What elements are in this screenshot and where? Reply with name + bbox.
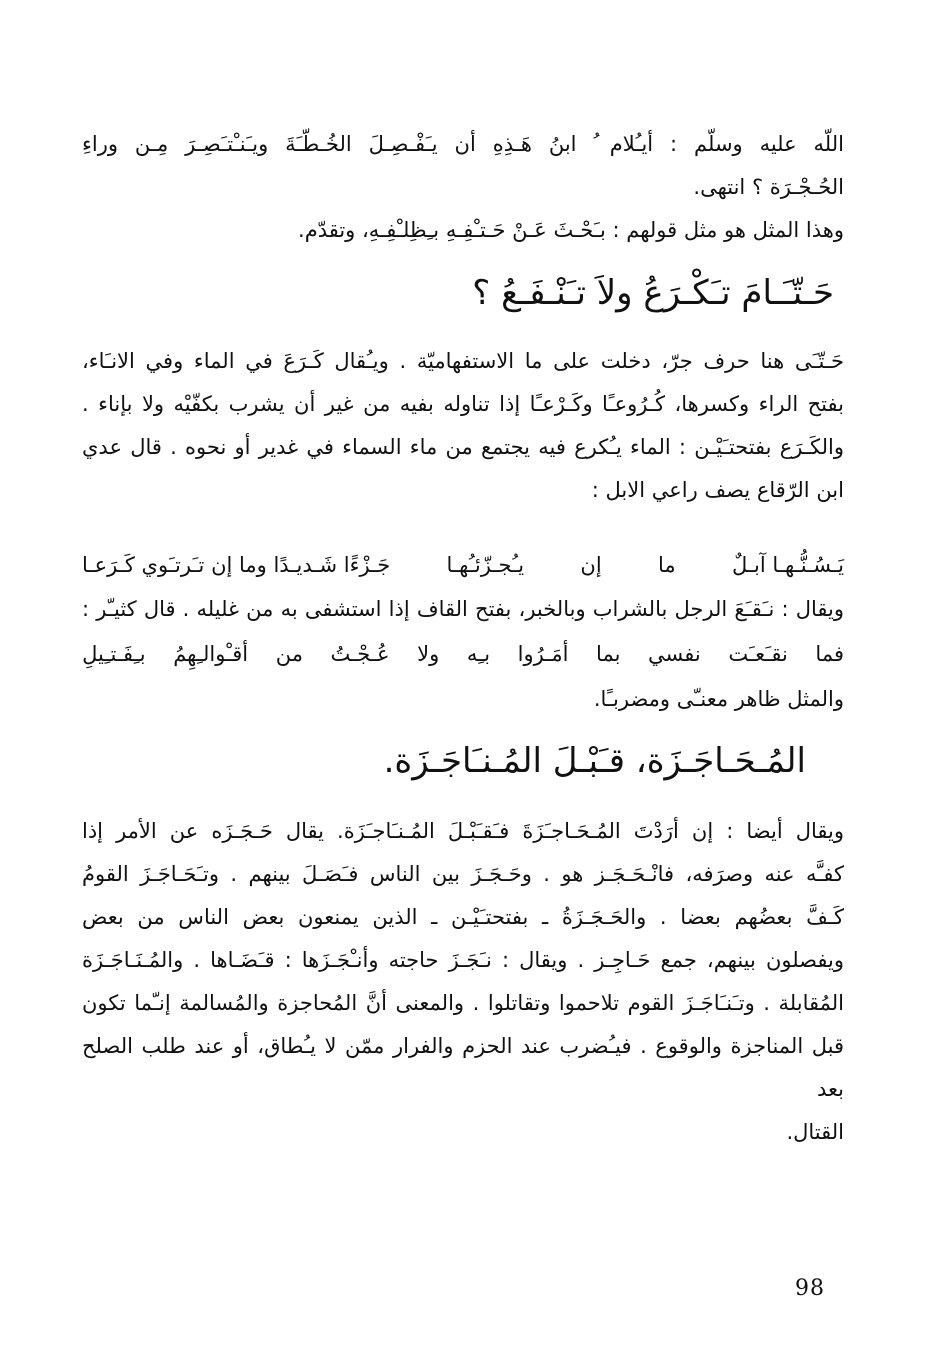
poetry-verse-2 [82, 633, 844, 676]
text-line: بفتح الراء وكسرها، كُـرُوعـًا وكَـرْعـًا إذا تناوله بفيه من غير أن يشرب بكفّيْه ولا بإناء . [82, 392, 844, 416]
text-line: وهذا المثل هو مثل قولهم : بـَحْـثَ عَـنْ حَـتـْفِـهِ بـِظِلـْفِـهِ، وتقدّم. [298, 218, 844, 242]
verse-word: جَـزْءًا شَـديـدًا وما إن تـَرتـَوي كَـرَعـا [82, 553, 391, 577]
verse-word: يـُجـزّئـُهـا [446, 553, 525, 577]
paragraph-muhajaza [82, 810, 844, 1154]
text-line: كَـفَّ بعضُهم بعضا . والحَـجَـزَةُ ـ بفتحتـَيْـن ـ الذين يمنعون بعض الناس من بعض [82, 905, 844, 929]
proverb-heading-2: المُـحَـاجَـزَة، قـَبْـلَ المُـنـَاجَـزَة. [383, 741, 806, 781]
text-line: اللّه عليه وسلّم : أيـُلام ُ ابنُ هَـذِهِ أن يـَفْـصِـلَ الخُـطّـَةَ ويـَنـْتـَصِـرَ مِـن وراءِ [82, 132, 844, 156]
verse-word: إن [580, 553, 602, 577]
page-number: 98 [795, 1276, 825, 1301]
paragraph-explanation [82, 340, 844, 512]
verse-word: فما [815, 642, 844, 666]
verse-word: عُـجْـتُ [330, 642, 390, 666]
text-line: قبل المناجزة والوقوع . فيـُضرب عند الحزم والفرار ممّن لا يـُطاق، أو عند طلب الصلح بعد [82, 1034, 844, 1101]
verse-word: ولا [417, 642, 440, 666]
verse-word: أمَـرُوا [517, 642, 569, 666]
verse-word: نقـَعـَت [728, 642, 788, 666]
verse-word: يَـسُـنُّـهـا آبـلٌ [731, 553, 844, 577]
text-line: المُقابلة . وتـَنـَاجَـزَ القوم تلاحموا وتقاتلوا . والمعنى أنَّ المُحاجزة والمُسالمة إنـّما تكون [82, 991, 844, 1015]
verse-word: من [275, 642, 303, 666]
paragraph-naqa [82, 588, 844, 631]
verse-word: ما [658, 553, 676, 577]
text-line: كفـَّه عنه وصرَفه، فانْـحَـجَـز هو . وحَـجَـزَ بين الناس فـَصَـلَ بينهم . وتـَحَـاجَـزَ القومُ [82, 862, 844, 886]
text-line: الحُـجْـرَة ؟ انتهى. [693, 175, 844, 199]
proverb-heading-1: حَـتّـَـامَ تـَكْـرَعُ ولاَ تـَنْـفَـعُ ؟ [472, 273, 834, 313]
verse-word: نفسي [648, 642, 701, 666]
verse-word: بما [596, 642, 621, 666]
text-line: ويفصلون بينهم، جمع حَـاجِـز . ويقال : نـَجَـزَ حاجته وأنـْجَـزَها : قـَضَـاها . والمُـنَـاجَـزَة [82, 948, 844, 972]
verse-word: أقـْوالـِهِمُ [173, 642, 249, 666]
text-line: ابن الرّقاع يصف راعي الابل : [591, 478, 844, 502]
verse-word: بـِه [466, 642, 491, 666]
text-line: والمثل ظاهر معنـّى ومضربـًا. [593, 687, 844, 711]
text-line: ويقال : نـَقـَعَ الرجل بالشراب وبالخبر، بفتح القاف إذا استشفى به من غليله . قال كثيـّر : [82, 597, 844, 621]
poetry-verse-1 [82, 544, 844, 587]
text-line: والكَـرَع بفتحتـَيْـن : الماء يـُكرع فيه يجتمع من ماء السماء في غدير أو نحوه . قال عدي [82, 435, 844, 459]
text-line: حَـتّـَى هنا حرف جرّ، دخلت على ما الاستفهاميّة . ويـُقال كَـرَعَ في الماء وفي الانـَاء، [82, 349, 844, 373]
text-line: القتال. [786, 1120, 844, 1144]
paragraph-intro [82, 123, 844, 252]
verse-word: بـِفَـتـِيلِ [82, 642, 146, 666]
paragraph-meaning [82, 678, 844, 721]
text-line: ويقال أيضا : إن أرَدْتَ المُـحَـاجـَزَةَ فـَقـَبْـلَ المُـنـَاجـَزَة. يقال حَـجَـزَه عن الأمر إذا [82, 819, 844, 843]
